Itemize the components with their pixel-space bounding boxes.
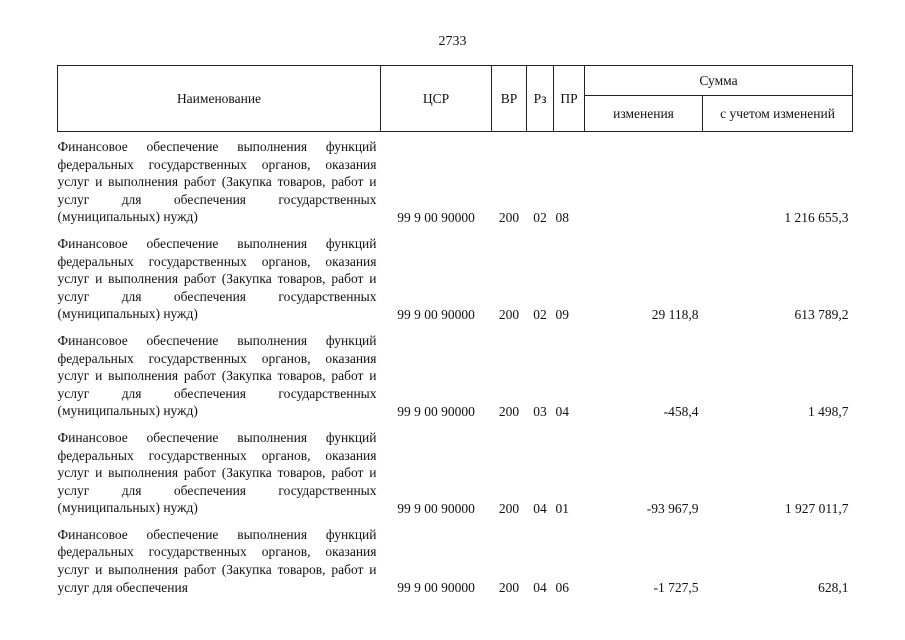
row-rz: 02 xyxy=(533,209,547,225)
row-change: -458,4 xyxy=(663,403,699,419)
table-body xyxy=(58,132,853,600)
row-csr: 99 9 00 90000 xyxy=(397,306,475,322)
row-rz: 04 xyxy=(533,500,547,516)
row-vr: 200 xyxy=(498,209,520,225)
row-name: Финансовое обеспечение выполнения функций федеральных государственных органов, оказания услуг и выполнения работ (Закупка товаров, работ и услуг для обеспечения государственных (муниципальных) нужд) xyxy=(57,332,377,419)
header-change: изменения xyxy=(585,96,703,132)
table-row xyxy=(58,132,853,229)
row-vr: 200 xyxy=(498,306,520,322)
row-vr: 200 xyxy=(498,580,520,596)
row-pr: 01 xyxy=(555,500,569,516)
row-pr: 09 xyxy=(555,306,569,322)
row-total: 1 927 011,7 xyxy=(784,500,849,516)
header-csr: ЦСР xyxy=(381,66,492,132)
row-pr: 06 xyxy=(555,580,569,596)
row-vr: 200 xyxy=(498,403,520,419)
row-total: 628,1 xyxy=(818,580,849,596)
row-change: 29 118,8 xyxy=(651,306,699,322)
row-vr: 200 xyxy=(498,500,520,516)
row-total: 1 498,7 xyxy=(808,403,849,419)
row-pr: 08 xyxy=(555,209,569,225)
page-number: 2733 xyxy=(438,34,467,49)
table-row xyxy=(58,520,853,599)
row-total: 613 789,2 xyxy=(794,306,849,322)
header-rz: Рз xyxy=(527,66,554,132)
row-rz: 02 xyxy=(533,306,547,322)
row-name: Финансовое обеспечение выполнения функций федеральных государственных органов, оказания услуг и выполнения работ (Закупка товаров, работ и услуг для обеспечения государственных (муниципальных) нужд) xyxy=(57,235,377,322)
table-row xyxy=(58,229,853,326)
header-total-with-change: с учетом изменений xyxy=(703,96,853,132)
table-header xyxy=(58,66,853,132)
header-name: Наименование xyxy=(58,66,381,132)
header-vr: ВР xyxy=(492,66,527,132)
header-sum: Сумма xyxy=(585,66,853,96)
budget-table xyxy=(57,65,853,599)
row-pr: 04 xyxy=(555,403,569,419)
table-row xyxy=(58,423,853,520)
row-csr: 99 9 00 90000 xyxy=(397,500,475,516)
table-row xyxy=(58,326,853,423)
row-rz: 03 xyxy=(533,403,547,419)
row-total: 1 216 655,3 xyxy=(784,209,849,225)
row-csr: 99 9 00 90000 xyxy=(397,580,475,596)
row-change: -93 967,9 xyxy=(646,500,699,516)
row-name: Финансовое обеспечение выполнения функций федеральных государственных органов, оказания услуг и выполнения работ (Закупка товаров, работ и услуг для обеспечения государственных (муниципальных) нужд) xyxy=(57,429,377,516)
row-csr: 99 9 00 90000 xyxy=(397,403,475,419)
header-pr: ПР xyxy=(554,66,585,132)
row-change xyxy=(585,132,703,229)
row-name: Финансовое обеспечение выполнения функций федеральных государственных органов, оказания услуг и выполнения работ (Закупка товаров, работ и услуг для обеспечения государственных (муниципальных) нужд) xyxy=(57,139,377,225)
row-csr: 99 9 00 90000 xyxy=(397,209,475,225)
row-name: Финансовое обеспечение выполнения функций федеральных государственных органов, оказания услуг и выполнения работ (Закупка товаров, работ и услуг для обеспечения xyxy=(57,526,377,595)
row-change: -1 727,5 xyxy=(653,580,699,596)
row-rz: 04 xyxy=(533,580,547,596)
